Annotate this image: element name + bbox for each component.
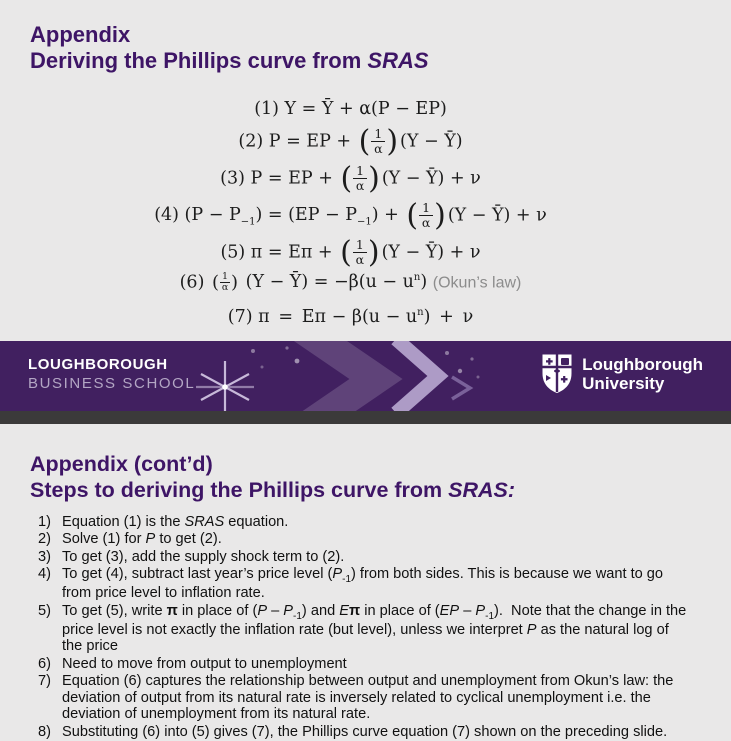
business-school-logo — [28, 356, 195, 394]
fraction: ( $\frac{1}{\alpha}$ ) — [340, 160, 380, 196]
chevron-decoration — [300, 341, 376, 411]
step-text: To get (5), write π in place of $(P - P_{-1})$ and Eπ in place of $(EP - P_{-1})$. Note that the change in the price level is not exactly the inflation rate (but level), unless we interpret P as the natural log of the price — [62, 602, 687, 655]
step-row-8 — [38, 724, 690, 740]
step-row-4 — [38, 566, 690, 602]
slide2-title — [0, 424, 731, 504]
step-number: 6) — [38, 655, 51, 672]
slide2-title-line2: Steps to deriving the Phillips curve from SRAS: — [30, 477, 516, 502]
step-text: Solve (1) for P to get (2). — [62, 531, 222, 548]
slide-appendix-steps — [0, 424, 731, 741]
equation-5 — [20, 235, 681, 271]
business-school-name: LOUGHBOROUGH — [28, 356, 168, 373]
equation-text: (4) $(P - P_{-1}) = (EP - P_{-1})$ + — [154, 205, 405, 228]
chevron-decoration — [452, 377, 470, 399]
step-number: 8) — [38, 723, 51, 740]
equation-text: (Y − Ȳ) — [400, 131, 463, 152]
chevron-decoration — [396, 341, 438, 411]
equation-note: (Okun’s law) — [432, 274, 522, 292]
equation-4 — [20, 198, 681, 234]
step-text: Substituting (6) into (5) gives (7), the Phillips curve equation (7) shown on the preceding slide. — [62, 723, 668, 740]
step-text: To get (4), subtract last year’s price level $(P_{-1})$ from both sides. This is because we want to go from price level to inflation rate. — [62, 566, 664, 602]
step-row-1 — [38, 514, 690, 530]
university-logo — [541, 353, 703, 395]
equation-text: (2) P = EP + — [238, 131, 357, 152]
equation-7 — [20, 307, 681, 331]
step-number: 5) — [38, 602, 51, 619]
equation-text: (1) Y = Ȳ + α(P − EP) — [254, 98, 447, 119]
equation-text: (Y − Ȳ) + ν — [381, 168, 481, 189]
fraction: ( $\frac{1}{\alpha}$ ) — [340, 234, 380, 270]
step-row-6 — [38, 656, 690, 672]
step-text: Equation (6) captures the relationship between output and unemployment from Okun’s law: the deviation of output from its natural rate is inversely related to cyclical unemployment i.e. the deviation of unemployment from its natural rate. — [62, 673, 674, 723]
equation-text: (Y − Ȳ) + ν — [447, 205, 547, 226]
equation-text: (3) P = EP + — [220, 168, 339, 189]
step-number: 4) — [38, 566, 51, 583]
banner-bottom-strip — [0, 411, 731, 424]
banner — [0, 341, 731, 411]
equation-text: (Y − Ȳ) = $-\beta(u - u^n)$ — [240, 272, 433, 293]
step-number: 3) — [38, 548, 51, 565]
university-shield-icon — [541, 353, 573, 395]
equations-block — [0, 99, 731, 331]
step-number: 7) — [38, 673, 51, 690]
equation-6 — [20, 272, 681, 296]
business-school-subname: BUSINESS SCHOOL — [28, 374, 196, 392]
equation-1 — [20, 99, 681, 123]
steps-list — [38, 514, 690, 741]
slide1-title-line2: Deriving the Phillips curve from SRAS — [30, 48, 429, 74]
equation-2 — [20, 124, 681, 160]
slide1-title — [0, 0, 731, 75]
slide-appendix-equations — [0, 0, 731, 341]
slide1-title-line1: Appendix — [30, 22, 131, 47]
step-text: To get (3), add the supply shock term to (2). — [62, 548, 345, 565]
university-name-line2: University — [582, 374, 665, 393]
star-center-dot — [222, 384, 228, 390]
university-name-line1: Loughborough — [582, 354, 703, 374]
equation-text: (5) π = Eπ + — [220, 242, 339, 263]
equation-text: (Y − Ȳ) + ν — [381, 242, 481, 263]
step-row-3 — [38, 549, 690, 565]
step-row-7 — [38, 673, 690, 722]
step-row-5 — [38, 603, 690, 655]
slide2-title-line1: Appendix (cont’d) — [30, 452, 213, 476]
equation-text: (6) — [179, 272, 210, 293]
fraction: ( $\frac{1}{\alpha}$ ) — [211, 270, 239, 294]
fraction: ( $\frac{1}{\alpha}$ ) — [406, 197, 446, 233]
fraction: ( $\frac{1}{\alpha}$ ) — [358, 123, 399, 159]
step-row-2 — [38, 531, 690, 547]
step-number: 2) — [38, 531, 51, 548]
step-number: 1) — [38, 513, 51, 530]
equation-text: (7) π = $E\pi - \beta(u - u^n)$ + ν — [227, 306, 474, 327]
step-text: Need to move from output to unemployment — [62, 655, 347, 672]
equation-3 — [20, 161, 681, 197]
step-text: Equation (1) is the SRAS equation. — [62, 513, 289, 530]
university-name — [582, 355, 703, 393]
